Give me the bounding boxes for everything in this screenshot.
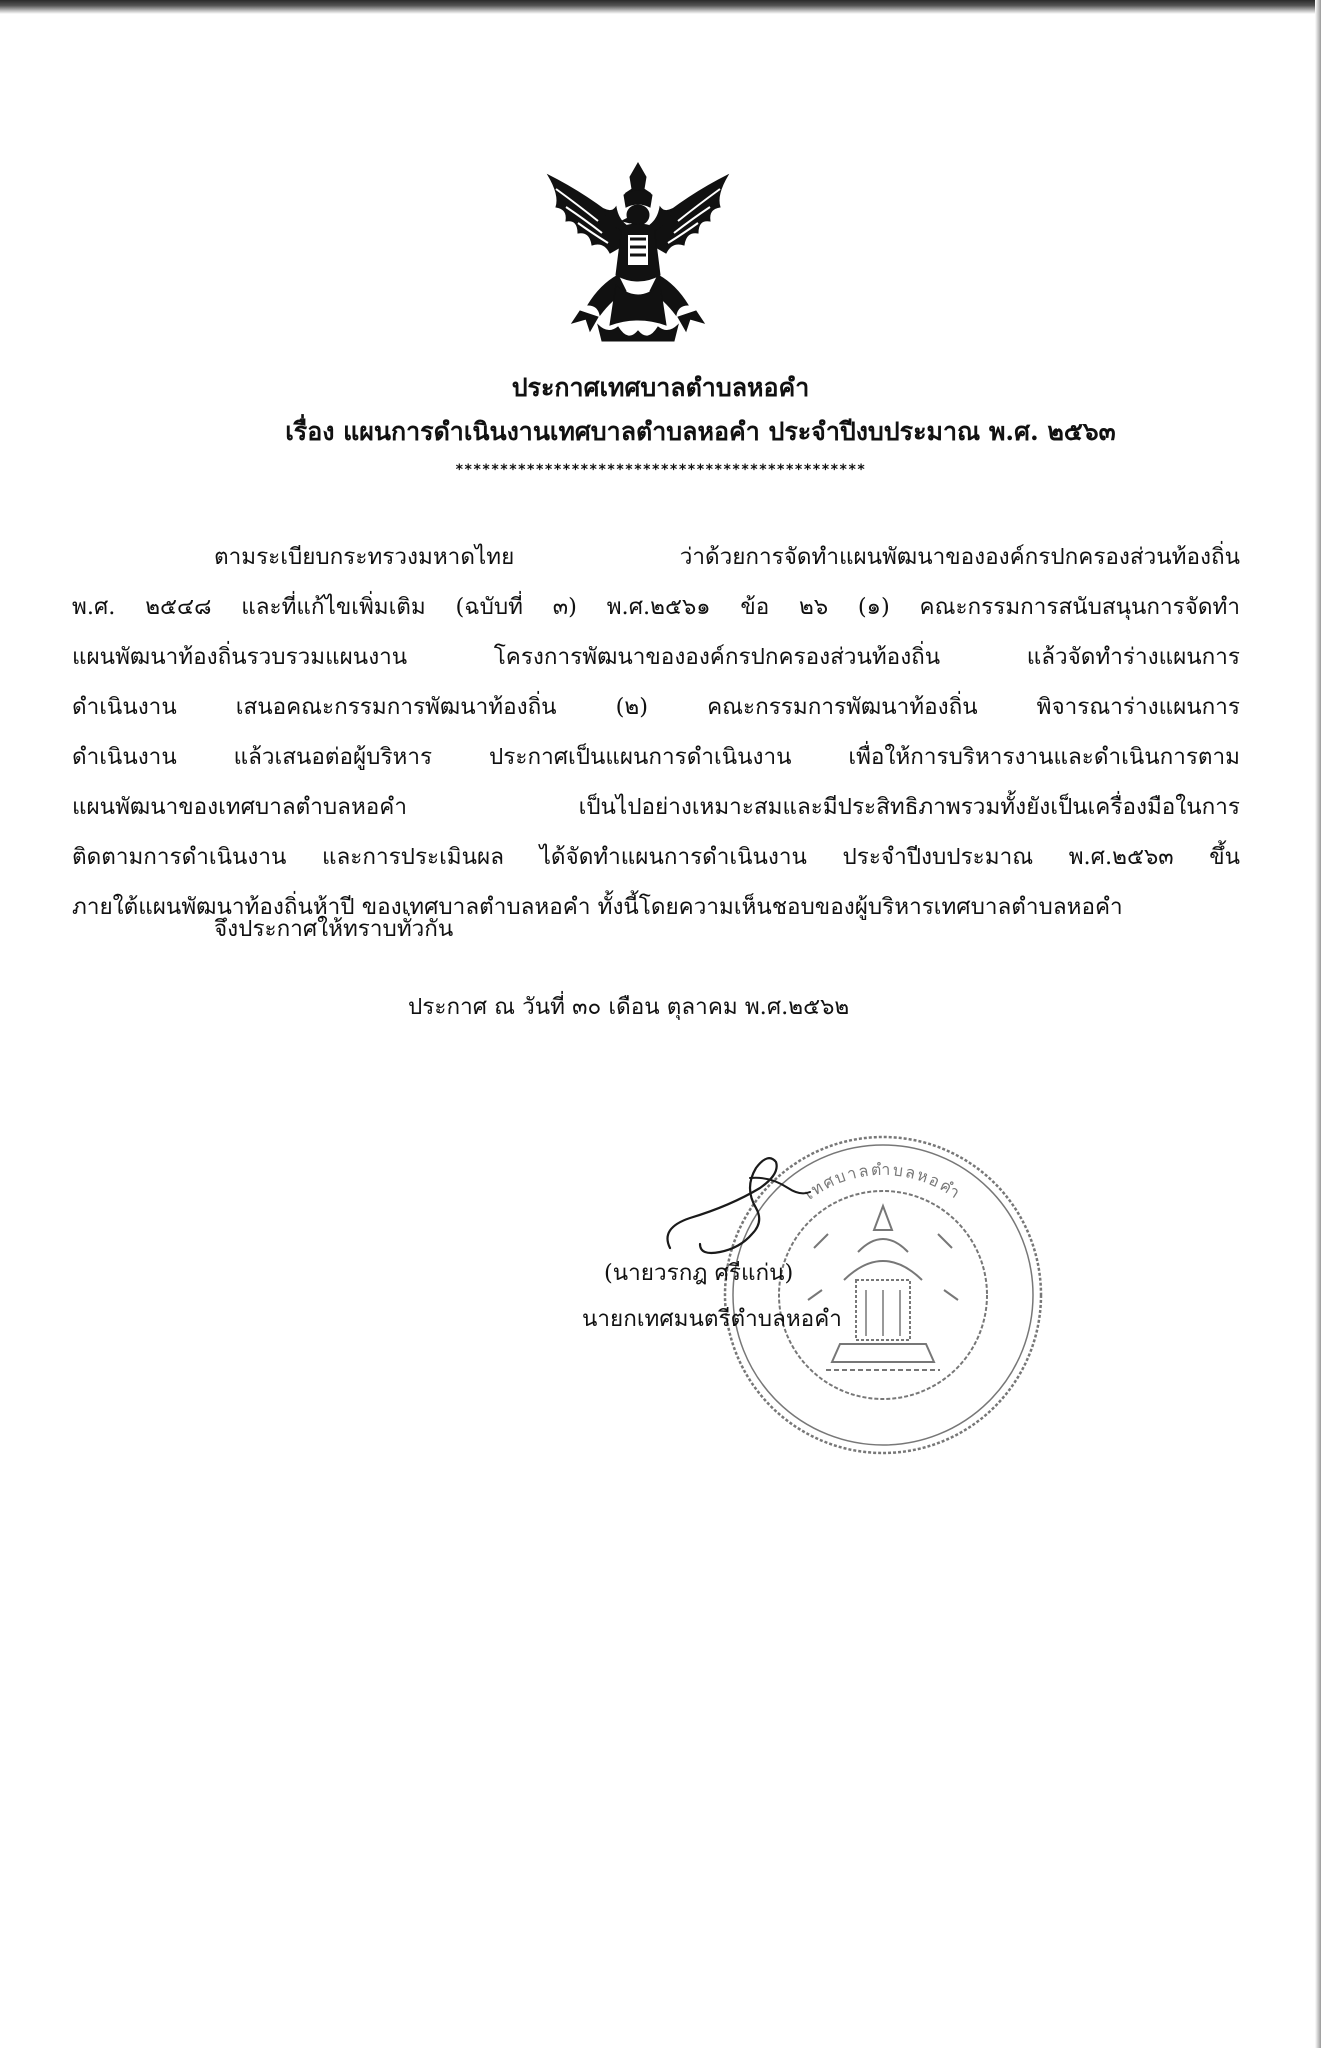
body-line: ติดตามการดำเนินงาน และการประเมินผล ได้จัดทำแผนการดำเนินงาน ประจำปีงบประมาณ พ.ศ.๒๕๖๓ ขึ้น — [72, 844, 1240, 870]
body-line: ภายใต้แผนพัฒนาท้องถิ่นห้าปี ของเทศบาลตำบลหอคำ ทั้งนี้โดยความเห็นชอบของผู้บริหารเทศบาลตำบลหอคำ — [72, 894, 1123, 920]
signer-name: (นายวรกฎ ศรีแก่น) — [604, 1260, 794, 1286]
body-line: พ.ศ. ๒๕๔๘ และที่แก้ไขเพิ่มเติม (ฉบับที่ ๓) พ.ศ.๒๕๖๑ ข้อ ๒๖ (๑) คณะกรรมการสนับสนุนการจัดทำ — [72, 594, 1240, 620]
announcement-date: ประกาศ ณ วันที่ ๓๐ เดือน ตุลาคม พ.ศ.๒๕๖๒ — [408, 994, 850, 1020]
document-title: ประกาศเทศบาลตำบลหอคำ — [511, 373, 810, 402]
signer-position: นายกเทศมนตรีตำบลหอคำ — [582, 1306, 842, 1332]
separator-line: ********************************************** — [455, 462, 866, 478]
body-line: ตามระเบียบกระทรวงมหาดไทย ว่าด้วยการจัดทำแผนพัฒนาขององค์กรปกครองส่วนท้องถิ่น — [214, 544, 1240, 570]
scan-right-edge — [1315, 0, 1321, 2048]
body-line: ดำเนินงาน แล้วเสนอต่อผู้บริหาร ประกาศเป็นแผนการดำเนินงาน เพื่อให้การบริหารงานและดำเนินการตาม — [72, 744, 1240, 770]
announcement-body — [72, 532, 1240, 932]
body-line: ดำเนินงาน เสนอคณะกรรมการพัฒนาท้องถิ่น (๒) คณะกรรมการพัฒนาท้องถิ่น พิจารณาร่างแผนการ — [72, 694, 1240, 720]
document-subject: เรื่อง แผนการดำเนินงานเทศบาลตำบลหอคำ ประจำปีงบประมาณ พ.ศ. ๒๕๖๓ — [285, 417, 1116, 446]
scan-top-edge — [0, 0, 1321, 14]
garuda-emblem-icon — [538, 155, 738, 355]
body-line: แผนพัฒนาท้องถิ่นรวบรวมแผนงาน โครงการพัฒนาขององค์กรปกครองส่วนท้องถิ่น แล้วจัดทำร่างแผนการ — [72, 644, 1240, 670]
body-line: แผนพัฒนาของเทศบาลตำบลหอคำ เป็นไปอย่างเหมาะสมและมีประสิทธิภาพรวมทั้งยังเป็นเครื่องมือในการ — [72, 794, 1240, 820]
closing-statement: จึงประกาศให้ทราบทั่วกัน — [214, 916, 454, 942]
handwritten-signature-icon — [660, 1148, 830, 1268]
seal-text: เทศบาลตำบลหอคำ — [800, 1159, 965, 1204]
